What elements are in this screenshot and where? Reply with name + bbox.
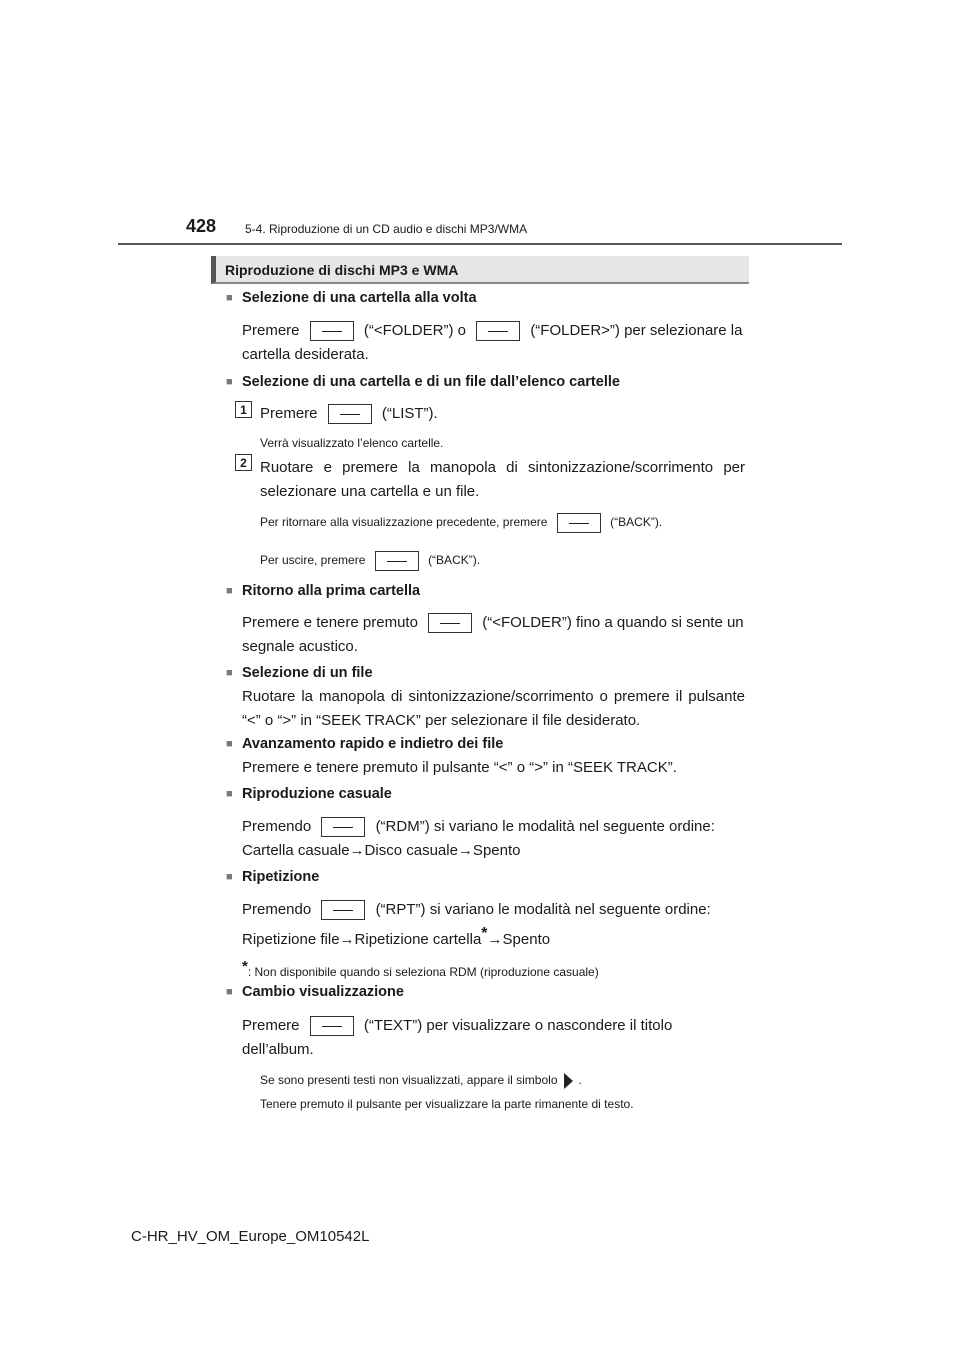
heading-fast-forward: ■ Avanzamento rapido e indietro dei file	[242, 736, 503, 752]
step-1-text: Premere (“LIST”).	[260, 402, 763, 426]
step-2-text: Ruotare e premere la manopola di sintonizzazione/scorrimento per selezionare una cartella e un file.	[260, 459, 745, 500]
more-text-arrow-icon	[564, 1073, 573, 1089]
step-1-note: Verrà visualizzato l’elenco cartelle.	[260, 436, 444, 450]
step-1-badge: 1	[235, 401, 252, 418]
heading-random: ■ Riproduzione casuale	[242, 786, 392, 802]
heading-file-select: ■ Selezione di un file	[242, 665, 373, 681]
display-note-1: Se sono presenti testi non visualizzati, appare il simbolo .	[260, 1073, 582, 1088]
folder-prev-key-icon	[310, 321, 354, 341]
rdm-key-icon	[321, 817, 365, 837]
section-bar-title: Riproduzione di dischi MP3 e WMA	[225, 262, 459, 278]
paragraph-repeat: Premendo (“RPT”) si variano le modalità nel seguente ordine: Ripetizione file→Ripetizione cartella*→Spento	[242, 901, 711, 948]
paragraph-random: Premendo (“RDM”) si variano le modalità nel seguente ordine: Cartella casuale→Disco casuale→Spento	[242, 818, 715, 859]
footer-code: C-HR_HV_OM_Europe_OM10542L	[131, 1228, 370, 1245]
page-number: 428	[186, 216, 217, 236]
paragraph-first-folder: Premere e tenere premuto (“<FOLDER”) fino a quando si sente un segnale acustico.	[242, 614, 744, 655]
heading-display-change: ■ Cambio visualizzazione	[242, 984, 404, 1000]
heading-first-folder: ■ Ritorno alla prima cartella	[242, 583, 420, 599]
paragraph-display-change: Premere (“TEXT”) per visualizzare o nascondere il titolo dell’album.	[242, 1017, 673, 1058]
text-key-icon	[310, 1016, 354, 1036]
paragraph-file-select: Ruotare la manopola di sintonizzazione/scorrimento o premere il pulsante “<” o “>” in “SEEK TRACK” per selezionare il file desiderato.	[242, 688, 745, 729]
paragraph-fast-forward: Premere e tenere premuto il pulsante “<” o “>” in “SEEK TRACK”.	[242, 759, 677, 776]
back-key-icon-2	[375, 551, 419, 571]
repeat-footnote: *: Non disponibile quando si seleziona RDM (riproduzione casuale)	[242, 958, 599, 979]
paragraph-folder-select: Premere (“<FOLDER”) o (“FOLDER>”) per selezionare la cartella desiderata.	[242, 322, 743, 363]
display-note-2: Tenere premuto il pulsante per visualizzare la parte rimanente di testo.	[260, 1097, 634, 1111]
heading-folder-list: ■ Selezione di una cartella e di un file dall’elenco cartelle	[242, 374, 620, 390]
back-note-1: Per ritornare alla visualizzazione precedente, premere (“BACK”).	[260, 513, 662, 533]
back-note-2: Per uscire, premere (“BACK”).	[260, 551, 480, 571]
heading-folder-select: ■ Selezione di una cartella alla volta	[242, 290, 477, 306]
folder-prev-key-icon-2	[428, 613, 472, 633]
list-key-icon	[328, 404, 372, 424]
back-key-icon	[557, 513, 601, 533]
rpt-key-icon	[321, 900, 365, 920]
heading-repeat: ■ Ripetizione	[242, 869, 319, 885]
step-2-badge: 2	[235, 454, 252, 471]
header-divider	[118, 243, 842, 245]
section-title: 5-4. Riproduzione di un CD audio e dischi MP3/WMA	[245, 222, 528, 236]
section-bar	[211, 256, 749, 284]
folder-next-key-icon	[476, 321, 520, 341]
